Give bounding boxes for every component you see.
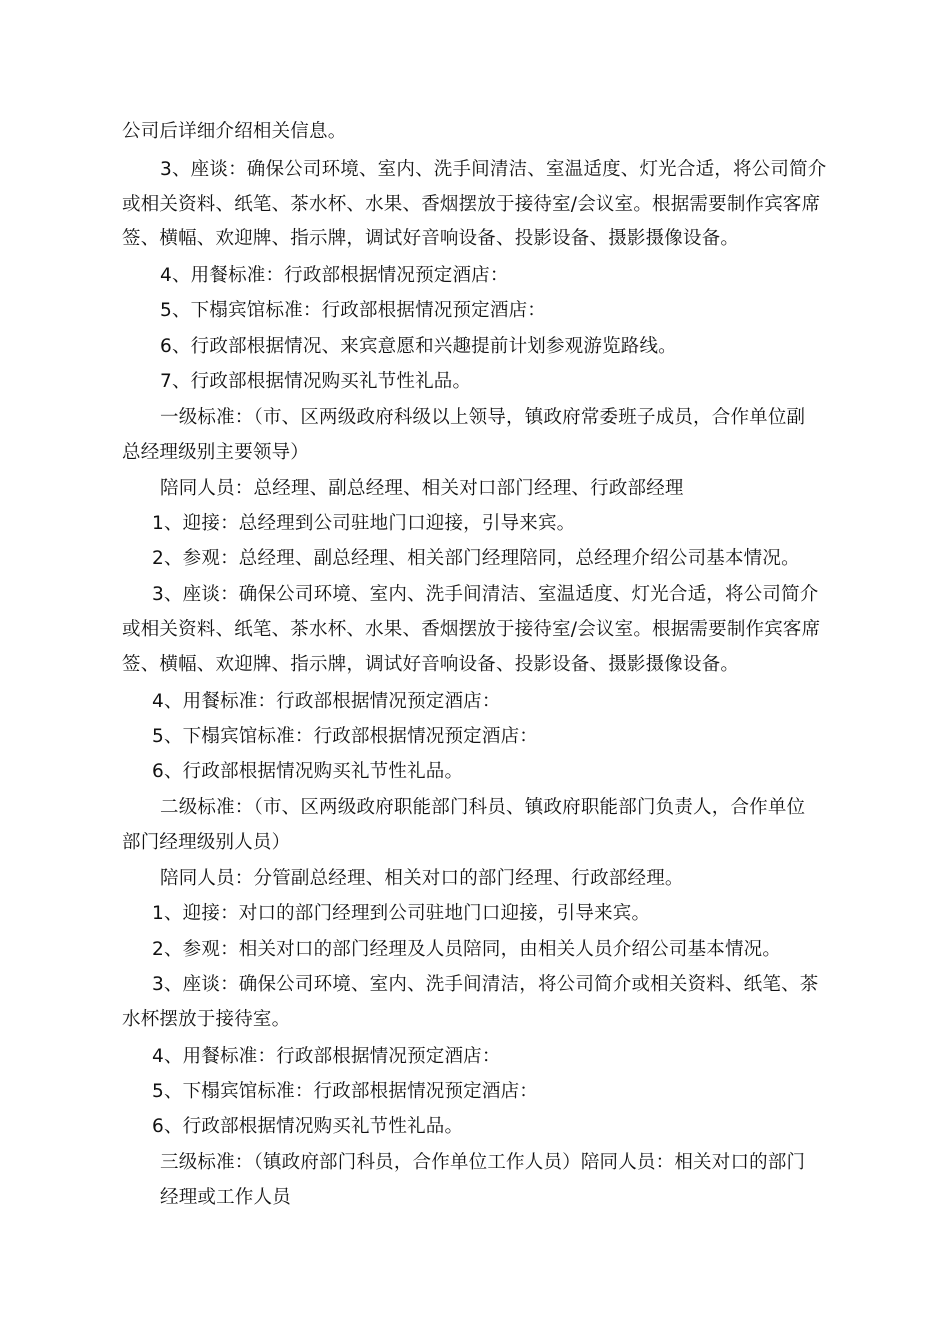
paragraph-line: 6、行政部根据情况购买礼节性礼品。 <box>152 1116 464 1137</box>
paragraph-line: 公司后详细介绍相关信息。 <box>122 121 347 142</box>
paragraph-line: 5、下榻宾馆标准：行政部根据情况预定酒店： <box>152 726 538 747</box>
paragraph-line: 签、横幅、欢迎牌、指示牌，调试好音响设备、投影设备、摄影摄像设备。 <box>122 654 740 675</box>
paragraph-line: 7、行政部根据情况购买礼节性礼品。 <box>160 371 472 392</box>
paragraph-line: 水杯摆放于接待室。 <box>122 1009 291 1030</box>
paragraph-line: 二级标准：（市、区两级政府职能部门科员、镇政府职能部门负责人，合作单位 <box>160 797 806 818</box>
paragraph-line: 陪同人员：分管副总经理、相关对口的部门经理、行政部经理。 <box>160 868 684 889</box>
paragraph-line: 4、用餐标准：行政部根据情况预定酒店： <box>152 1046 501 1067</box>
paragraph-line: 4、用餐标准：行政部根据情况预定酒店： <box>152 691 501 712</box>
paragraph-line: 5、下榻宾馆标准：行政部根据情况预定酒店： <box>152 1081 538 1102</box>
paragraph-line: 或相关资料、纸笔、茶水杯、水果、香烟摆放于接待室/会议室。根据需要制作宾客席 <box>122 194 821 215</box>
paragraph-line: 三级标准：（镇政府部门科员，合作单位工作人员）陪同人员：相关对口的部门 <box>160 1152 806 1173</box>
paragraph-line: 签、横幅、欢迎牌、指示牌，调试好音响设备、投影设备、摄影摄像设备。 <box>122 228 740 249</box>
paragraph-line: 1、迎接：对口的部门经理到公司驻地门口迎接，引导来宾。 <box>152 903 651 924</box>
paragraph-line: 或相关资料、纸笔、茶水杯、水果、香烟摆放于接待室/会议室。根据需要制作宾客席 <box>122 619 821 640</box>
paragraph-line: 4、用餐标准：行政部根据情况预定酒店： <box>160 265 509 286</box>
paragraph-line: 6、行政部根据情况购买礼节性礼品。 <box>152 761 464 782</box>
paragraph-line: 1、迎接：总经理到公司驻地门口迎接，引导来宾。 <box>152 513 576 534</box>
paragraph-line: 经理或工作人员 <box>160 1187 291 1208</box>
paragraph-line: 3、座谈：确保公司环境、室内、洗手间清洁、室温适度、灯光合适，将公司简介 <box>152 584 819 605</box>
paragraph-line: 一级标准：（市、区两级政府科级以上领导，镇政府常委班子成员，合作单位副 <box>160 407 806 428</box>
paragraph-line: 2、参观：相关对口的部门经理及人员陪同，由相关人员介绍公司基本情况。 <box>152 939 782 960</box>
paragraph-line: 3、座谈：确保公司环境、室内、洗手间清洁、室温适度、灯光合适，将公司简介 <box>160 159 827 180</box>
paragraph-line: 陪同人员：总经理、副总经理、相关对口部门经理、行政部经理 <box>160 478 684 499</box>
paragraph-line: 3、座谈：确保公司环境、室内、洗手间清洁，将公司简介或相关资料、纸笔、茶 <box>152 974 819 995</box>
paragraph-line: 6、行政部根据情况、来宾意愿和兴趣提前计划参观游览路线。 <box>160 336 677 357</box>
paragraph-line: 部门经理级别人员） <box>122 832 291 853</box>
paragraph-line: 2、参观：总经理、副总经理、相关部门经理陪同，总经理介绍公司基本情况。 <box>152 548 800 569</box>
paragraph-line: 总经理级别主要领导） <box>122 442 310 463</box>
paragraph-line: 5、下榻宾馆标准：行政部根据情况预定酒店： <box>160 300 546 321</box>
